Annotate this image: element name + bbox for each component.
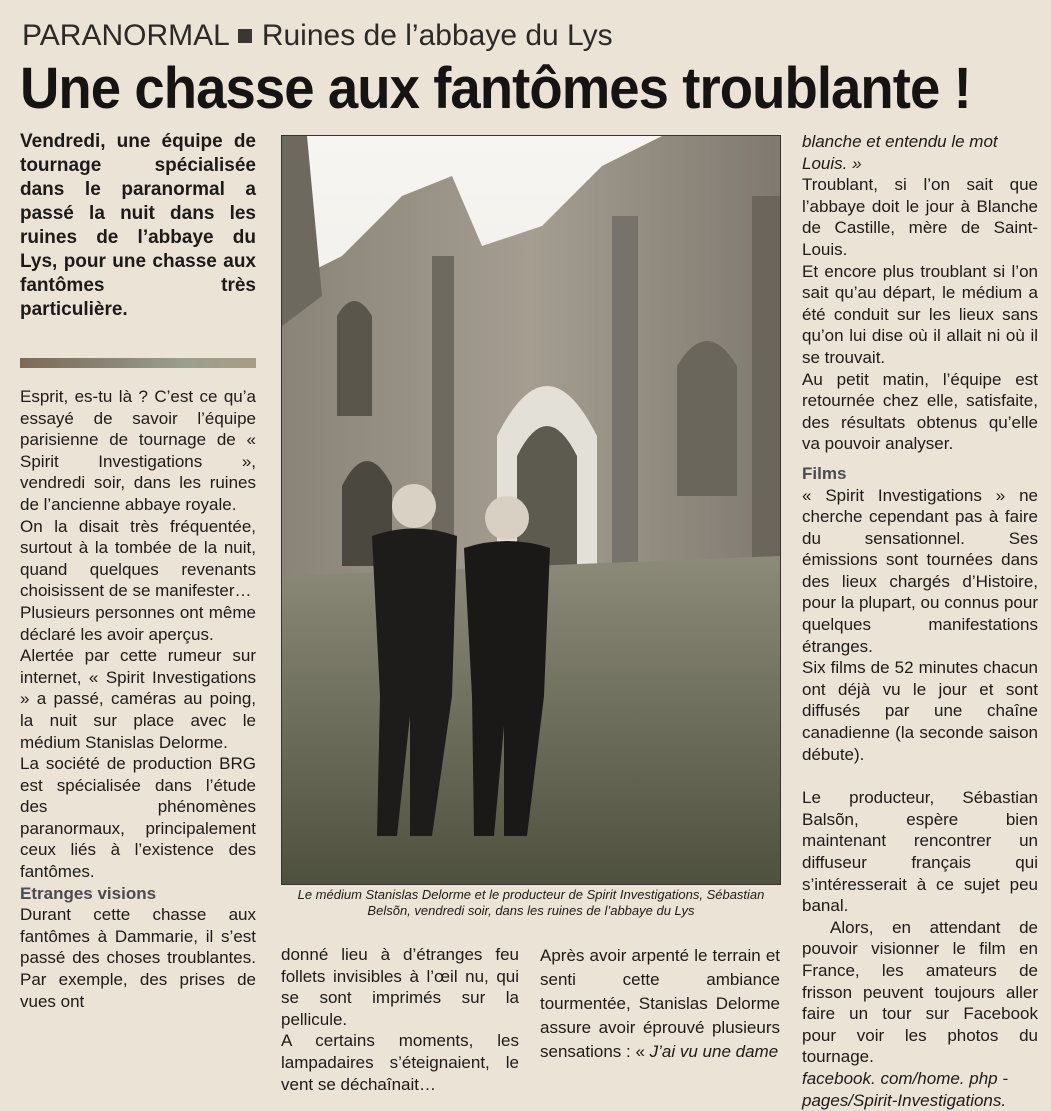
paragraph: Six films de 52 minutes chacun ont déjà vu le jour et sont diffusés par une chaîne canadienne (la seconde saison débute). [802,658,1038,764]
lead-paragraph: Vendredi, une équipe de tournage spécialisée dans le paranormal a passé la nuit dans les ruines de l’abbaye du Lys, pour une chasse aux fantômes très particulière. [20,131,256,320]
abbey-ruins-photo [282,136,780,884]
kicker-topic: Ruines de l’abbaye du Lys [261,19,613,52]
square-bullet-icon [238,29,252,43]
paragraph: Le producteur, Sébastian Balsõn, espère bien maintenant rencontrer un diffuseur français qui s’intéresserait à ce sujet peu banal. [802,788,1038,916]
divider-rule [20,358,256,368]
paragraph: « Spirit Investigations » ne cherche cependant pas à faire du sensationnel. Ses émissions sont tournées dans des lieux chargés d’Histoire, pour la plupart, ou connus pour quelques manifestations étranges. [802,485,1038,656]
paragraph: On la disait très fréquentée, surtout à la tombée de la nuit, quand quelques revenants choisissent de se manifester… [20,516,256,601]
paragraph: Durant cette chasse aux fantômes à Dammarie, il s’est passé des choses troublantes. Par exemple, des prises de vues ont [20,905,256,1011]
paragraph [540,944,780,1064]
paragraph: Au petit matin, l’équipe est retournée chez elle, satisfaite, des résultats obtenus qu’elle va pouvoir analyser. [802,369,1038,454]
kicker [22,16,613,56]
paragraph: Plusieurs personnes ont même déclaré les avoir aperçus. [20,602,256,644]
paragraph: Alors, en attendant de pouvoir visionner le film en France, les amateurs de frisson peuvent toujours aller faire un tour sur Facebook pour voir les photos du tournage. [802,917,1038,1067]
subheading: Etranges visions [20,883,157,903]
lead-column [20,130,256,322]
column-3 [540,944,780,1064]
paragraph-text: Après avoir arpenté le terrain et senti cette ambiance tourmentée, Stanislas Delorme assure avoir éprouvé plusieurs sensations : « [540,946,780,1061]
quote-continuation: blanche et entendu le mot Louis. » [802,132,998,173]
facebook-url: facebook. com/home. php - pages/Spirit-Investigations. [802,1068,1009,1110]
paragraph: La société de production BRG est spécialisée dans l’étude des phénomènes paranormaux, principalement ceux liés à l’existence des fantômes. [20,754,256,882]
column-2 [281,944,519,1095]
kicker-section: PARANORMAL [22,19,230,52]
paragraph: Alertée par cette rumeur sur internet, « Spirit Investigations » a passé, caméras au poing, la nuit sur place avec le médium Stanislas Delorme. [20,646,256,752]
photo [281,135,781,885]
column-1 [20,386,256,1012]
paragraph: donné lieu à d’étranges feu follets invisibles à l’œil nu, qui se sont imprimés sur la pellicule. [281,945,519,1029]
paragraph: Esprit, es-tu là ? C’est ce qu’a essayé de savoir l’équipe parisienne de tournage de « Spirit Investigations », vendredi soir, dans les ruines de l’ancienne abbaye royale. [20,387,256,514]
headline: Une chasse aux fantômes troublante ! [20,56,971,121]
column-4 [802,131,1038,1111]
quote-text: J’ai vu une dame [649,1042,779,1061]
paragraph: Troublant, si l’on sait que l’abbaye doit le jour à Blanche de Castille, mère de Saint-Louis. [802,175,1038,259]
subheading: Films [802,463,847,483]
photo-caption: Le médium Stanislas Delorme et le producteur de Spirit Investigations, Sébastian Belsõn, vendredi soir, dans les ruines de l’abbaye du Lys [297,887,765,918]
paragraph: A certains moments, les lampadaires s’éteignaient, le vent se déchaînait… [281,1031,519,1094]
paragraph: Et encore plus troublant si l’on sait qu’au départ, le médium a été conduit sur les lieux sans qu’on lui dise où il allait ni où il se trouvait. [802,261,1038,367]
